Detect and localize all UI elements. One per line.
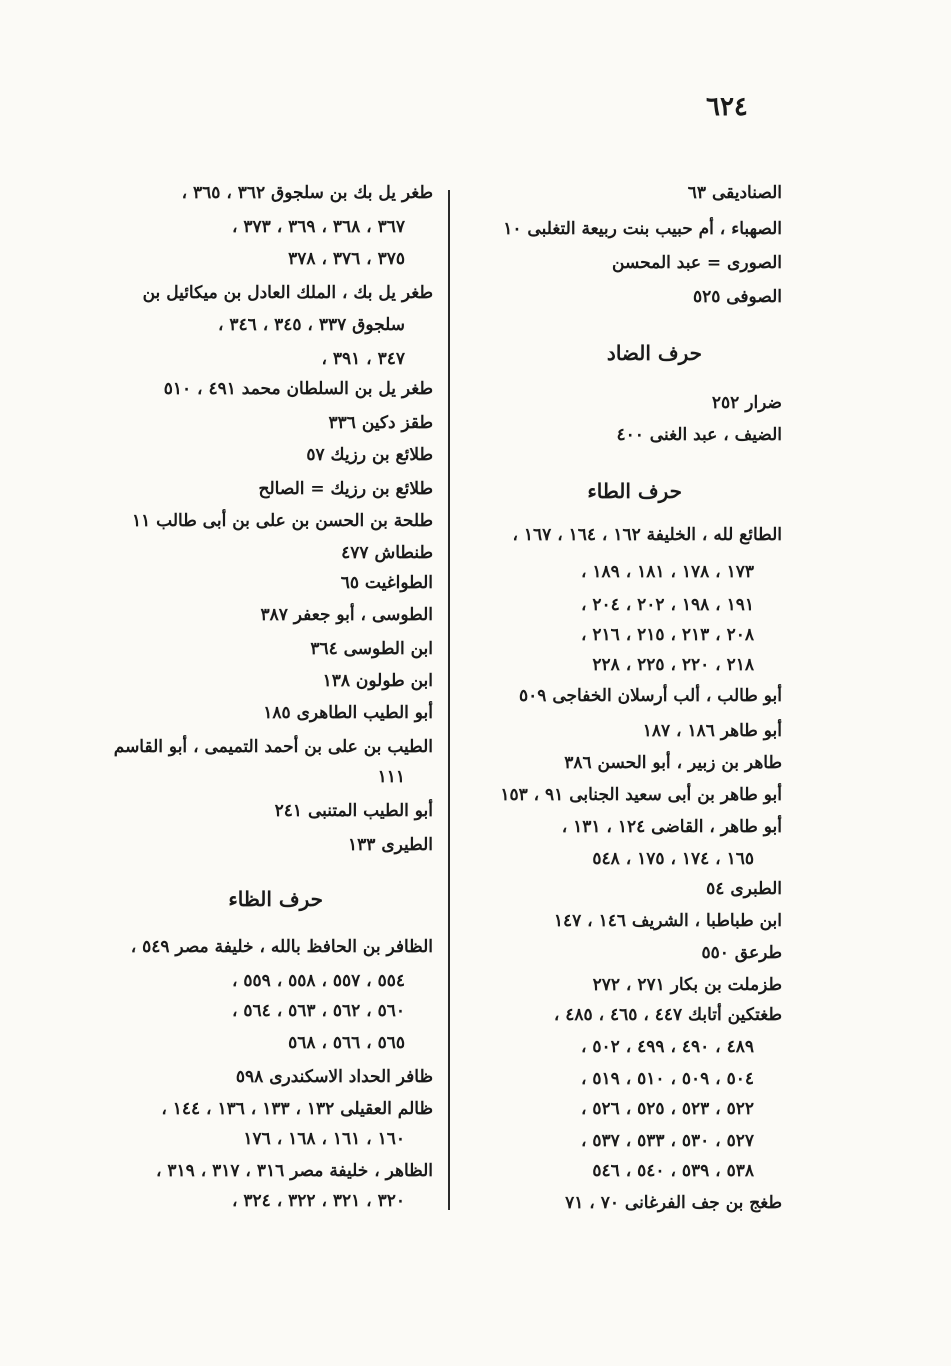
index-entry: ظافر الحداد الاسكندرى ٥٩٨	[235, 1067, 433, 1087]
index-entry: ٢٠٨ ، ٢١٣ ، ٢١٥ ، ٢١٦ ،	[580, 625, 754, 645]
index-entry: طاهر بن زبير ، أبو الحسن ٣٨٦	[564, 753, 782, 773]
index-entry: ٤٨٩ ، ٤٩٠ ، ٤٩٩ ، ٥٠٢ ،	[580, 1037, 754, 1057]
index-entry: ٣٧٥ ، ٣٧٦ ، ٣٧٨	[288, 249, 405, 269]
index-entry: ٥٣٨ ، ٥٣٩ ، ٥٤٠ ، ٥٤٦	[592, 1161, 754, 1181]
column-divider	[448, 190, 450, 1210]
index-entry: طلائع بن رزيك = الصالح	[258, 479, 433, 499]
index-entry: ظالم العقيلى ١٣٢ ، ١٣٣ ، ١٣٦ ، ١٤٤ ،	[161, 1099, 433, 1119]
index-entry: الظافر بن الحافظ بالله ، خليفة مصر ٥٤٩ ،	[130, 937, 433, 957]
index-entry: ٥٠٤ ، ٥٠٩ ، ٥١٠ ، ٥١٩ ،	[580, 1069, 754, 1089]
section-heading-za: حرف الظاء	[228, 887, 323, 911]
index-entry: ابن الطوسى ٣٦٤	[310, 639, 433, 659]
index-entry: طغر يل بن السلطان محمد ٤٩١ ، ٥١٠	[163, 379, 433, 399]
index-entry: ١٦٥ ، ١٧٤ ، ١٧٥ ، ٥٤٨	[592, 849, 754, 869]
index-entry: ابن طباطبا ، الشريف ١٤٦ ، ١٤٧	[553, 911, 782, 931]
index-entry: الظاهر ، خليفة مصر ٣١٦ ، ٣١٧ ، ٣١٩ ،	[155, 1161, 433, 1181]
index-entry: طغر يل بك ، الملك العادل بن ميكائيل بن	[142, 283, 433, 303]
index-entry: طلحة بن الحسن بن على بن أبى طالب ١١	[131, 511, 433, 531]
index-entry: الطيرى ١٣٣	[348, 835, 433, 855]
index-entry: طلائع بن رزيك ٥٧	[306, 445, 433, 465]
index-entry: ٢١٨ ، ٢٢٠ ، ٢٢٥ ، ٢٢٨	[592, 655, 754, 675]
section-heading-ta: حرف الطاء	[587, 479, 682, 503]
index-entry: ٣٦٧ ، ٣٦٨ ، ٣٦٩ ، ٣٧٣ ،	[231, 217, 405, 237]
index-entry: الصورى = عبد المحسن	[612, 253, 782, 273]
index-entry: طغج بن جف الفرغانى ٧٠ ، ٧١	[565, 1193, 782, 1213]
index-entry: الطواغيت ٦٥	[340, 573, 433, 593]
index-entry: ١٩١ ، ١٩٨ ، ٢٠٢ ، ٢٠٤ ،	[580, 595, 754, 615]
index-entry: أبو الطيب المتنبى ٢٤١	[274, 801, 433, 821]
index-entry: أبو طاهر ، القاضى ١٢٤ ، ١٣١ ،	[561, 817, 782, 837]
index-entry: ٣٢٠ ، ٣٢١ ، ٣٢٢ ، ٣٢٤ ،	[231, 1191, 405, 1211]
index-entry: ٥٢٢ ، ٥٢٣ ، ٥٢٥ ، ٥٢٦ ،	[580, 1099, 754, 1119]
index-entry: أبو طالب ، ألب أرسلان الخفاجى ٥٠٩	[519, 686, 782, 706]
index-entry: الطوسى ، أبو جعفر ٣٨٧	[260, 605, 433, 625]
index-entry: الطبرى ٥٤	[706, 879, 782, 899]
index-entry: ٥٥٤ ، ٥٥٧ ، ٥٥٨ ، ٥٥٩ ،	[231, 971, 405, 991]
index-entry: ٥٦٠ ، ٥٦٢ ، ٥٦٣ ، ٥٦٤ ،	[231, 1001, 405, 1021]
section-heading-dad: حرف الضاد	[606, 341, 702, 365]
index-entry: طنطاش ٤٧٧	[341, 543, 433, 563]
index-entry: أبو طاهر ١٨٦ ، ١٨٧	[642, 721, 782, 741]
index-entry: الصوفى ٥٢٥	[692, 287, 782, 307]
index-entry: سلجوق ٣٣٧ ، ٣٤٥ ، ٣٤٦ ،	[217, 315, 405, 335]
index-entry: ضرار ٢٥٢	[711, 393, 782, 413]
index-entry: أبو طاهر بن أبى سعيد الجنابى ٩١ ، ١٥٣	[500, 785, 782, 805]
page-number: ٦٢٤	[706, 92, 748, 122]
index-entry: ٣٤٧ ، ٣٩١ ،	[321, 349, 405, 369]
index-entry: طغتكين أتابك ٤٤٧ ، ٤٦٥ ، ٤٨٥ ،	[553, 1005, 782, 1025]
index-entry: طغر يل بك بن سلجوق ٣٦٢ ، ٣٦٥ ،	[181, 183, 433, 203]
index-entry: طرعق ٥٥٠	[701, 943, 782, 963]
index-entry: ١٧٣ ، ١٧٨ ، ١٨١ ، ١٨٩ ،	[580, 562, 754, 582]
index-entry: ٥٦٥ ، ٥٦٦ ، ٥٦٨	[288, 1033, 405, 1053]
index-entry: الضيف ، عبد الغنى ٤٠٠	[616, 425, 782, 445]
index-entry: ١٦٠ ، ١٦١ ، ١٦٨ ، ١٧٦	[243, 1129, 405, 1149]
index-entry: أبو الطيب الطاهرى ١٨٥	[263, 703, 433, 723]
index-entry: الطائع لله ، الخليفة ١٦٢ ، ١٦٤ ، ١٦٧ ،	[512, 525, 782, 545]
index-entry: طزملت بن بكار ٢٧١ ، ٢٧٢	[592, 975, 782, 995]
index-entry: الصهباء ، أم حبيب بنت ربيعة التغلبى ١٠	[503, 219, 782, 239]
index-entry: ابن طولون ١٣٨	[322, 671, 433, 691]
index-entry: الصناديقى ٦٣	[687, 183, 782, 203]
index-entry: ٥٢٧ ، ٥٣٠ ، ٥٣٣ ، ٥٣٧ ،	[580, 1131, 754, 1151]
index-entry: ١١١	[377, 767, 405, 787]
index-entry: طقز دكين ٣٣٦	[328, 413, 433, 433]
index-entry: الطيب بن على بن أحمد التميمى ، أبو القاسم	[113, 737, 433, 757]
